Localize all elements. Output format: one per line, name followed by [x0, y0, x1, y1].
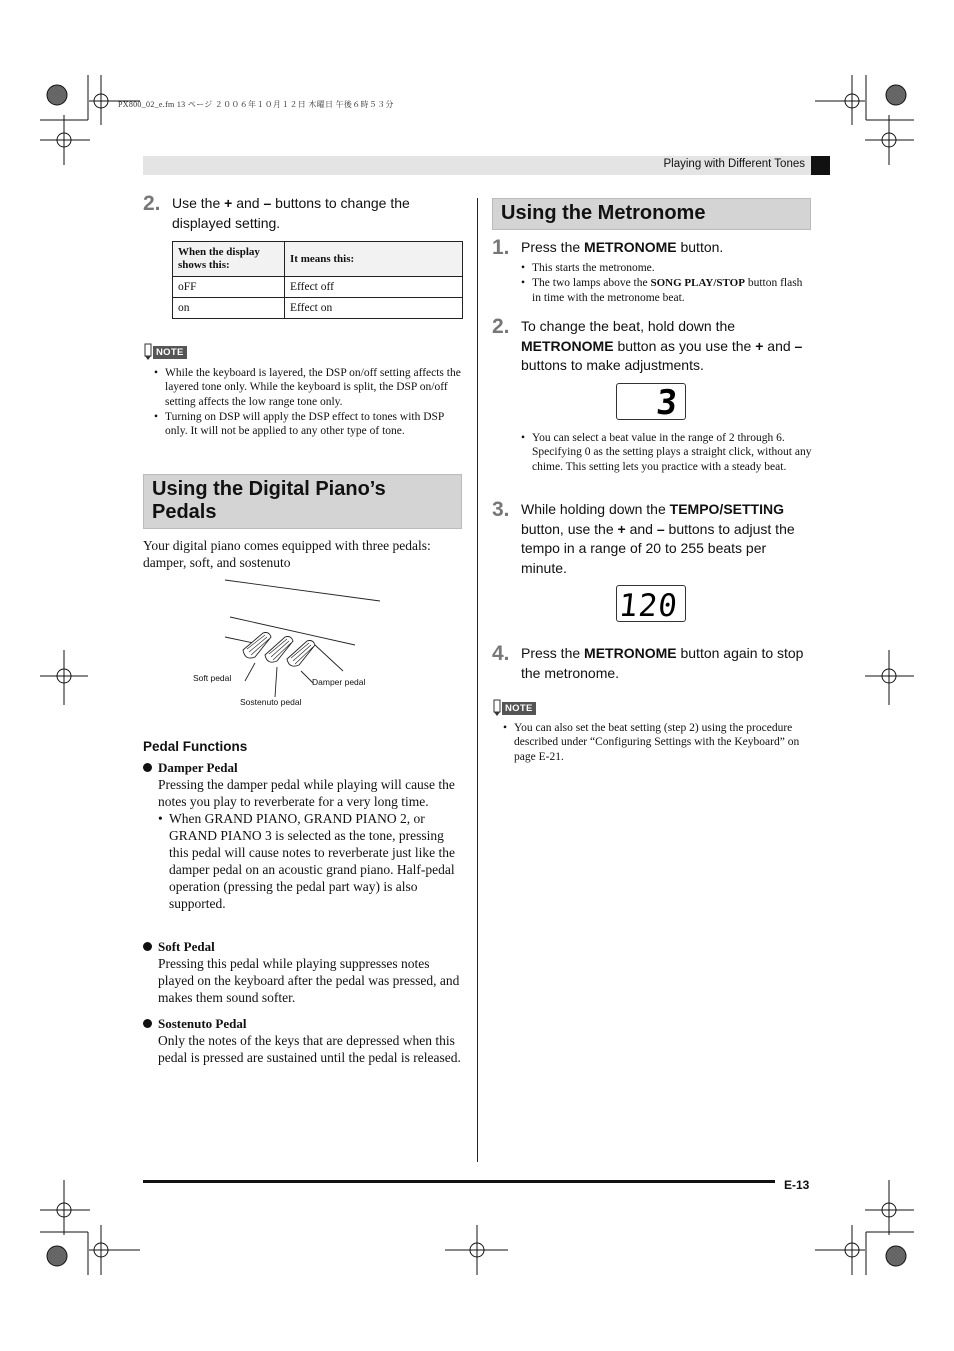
note-label: NOTE: [502, 702, 536, 715]
item-title: Soft Pedal: [158, 939, 215, 954]
footer-rule: [143, 1180, 775, 1183]
step-text: While holding down the TEMPO/SETTING button, use the + and – buttons to adjust the tempo in a range of 20 to 255 beats per minute.: [521, 501, 795, 576]
list-item: • You can also set the beat setting (step 2) using the procedure described under “Configuring Settings with the Keyboard” on page E-21.: [503, 721, 808, 764]
step-text: Use the + and – buttons to change the displayed setting.: [172, 195, 410, 231]
item-text: Only the notes of the keys that are depressed when this pedal is pressed are sustained until the pedal is released.: [158, 1033, 461, 1065]
step-text: Press the METRONOME button again to stop the metronome.: [521, 645, 804, 681]
item-title: Sostenuto Pedal: [158, 1016, 247, 1031]
lcd-value: 120: [617, 588, 680, 620]
pedal-illustration: [185, 575, 425, 715]
step-text: To change the beat, hold down the METRONOME button as you use the + and – buttons to make adjustments.: [521, 318, 803, 373]
section-heading-pedals: [143, 474, 462, 529]
step2-notes: [521, 431, 813, 475]
pedal-functions-title: Pedal Functions: [143, 739, 248, 754]
step-number: 1.: [492, 236, 510, 259]
soft-pedal-item: [143, 938, 461, 1006]
item-sub: • When GRAND PIANO, GRAND PIANO 2, or GRAND PIANO 3 is selected as the tone, pressing this pedal will cause notes to reverberate just like the damper pedal on an acoustic grand piano. Half-pedal operation (pressing the pedal part way) is also supported.: [158, 811, 456, 911]
note-list: [154, 366, 464, 439]
header-block: [811, 156, 830, 175]
heading-line: Using the Digital Piano’s: [152, 478, 386, 500]
list-item: • You can select a beat value in the range of 2 through 6. Specifying 0 as the setting plays a straight click, without any chime. This setting lets you practice with a steady beat.: [521, 431, 813, 474]
section-title: Playing with Different Tones: [663, 158, 805, 170]
section-heading-metronome: Using the Metronome: [492, 198, 811, 230]
item-title: Damper Pedal: [158, 760, 238, 775]
sostenuto-pedal-item: [143, 1015, 461, 1066]
note-list: [503, 721, 808, 765]
note-pencil-icon: [492, 699, 502, 717]
bullet-dot-icon: [143, 942, 152, 951]
step-number: 2.: [492, 315, 510, 338]
page-number: E-13: [784, 1178, 810, 1192]
table-cell: Effect off: [285, 277, 463, 298]
table-header: When the display shows this:: [173, 242, 285, 277]
step1-notes: [521, 261, 813, 306]
heading-line: Pedals: [152, 501, 217, 523]
step-number: 3.: [492, 498, 510, 521]
soft-pedal-label: Soft pedal: [193, 673, 232, 683]
sostenuto-pedal-label: Sostenuto pedal: [240, 697, 302, 707]
pedals-intro: Your digital piano comes equipped with three pedals: damper, soft, and sostenuto: [143, 538, 431, 570]
list-item: • While the keyboard is layered, the DSP on/off setting affects the layered tone only. While the keyboard is split, the DSP on/off setting affects the low range tone only.: [154, 366, 464, 409]
table-cell: on: [173, 298, 285, 319]
step-text: Press the METRONOME button.: [521, 239, 724, 255]
setting-table: [172, 241, 463, 319]
lcd-value: 3: [654, 384, 680, 418]
table-cell: oFF: [173, 277, 285, 298]
lcd-digits: [617, 586, 684, 620]
note-pencil-icon: [143, 343, 153, 361]
column-divider: [477, 198, 478, 1162]
item-text: Pressing this pedal while playing suppresses notes played on the keyboard after the pedal was pressed, and makes them sound softer.: [158, 956, 460, 1005]
list-item: • Turning on DSP will apply the DSP effect to tones with DSP only. It will not be applied to any other type of tone.: [154, 410, 464, 439]
note-label: NOTE: [153, 346, 187, 359]
list-item: • The two lamps above the SONG PLAY/STOP button flash in time with the metronome beat.: [521, 276, 813, 305]
item-text: Pressing the damper pedal while playing will cause the notes you play to reverberate for a very long time.: [158, 777, 455, 809]
bullet-dot-icon: [143, 763, 152, 772]
lcd-digit: [617, 384, 684, 418]
damper-pedal-item: [143, 759, 461, 912]
damper-pedal-label: Damper pedal: [312, 677, 366, 687]
lcd-display-beat: [616, 383, 686, 420]
table-row: [173, 298, 463, 319]
table-cell: Effect on: [285, 298, 463, 319]
table-header: It means this:: [285, 242, 463, 277]
file-info: PX800_02_e.fm 13 ページ ２００６年１０月１２日 木曜日 午後６時５３分: [118, 100, 394, 109]
step-number: 2.: [143, 192, 161, 215]
table-row: [173, 277, 463, 298]
note-badge: [143, 343, 187, 361]
lcd-display-tempo: [616, 585, 686, 622]
list-item: • This starts the metronome.: [521, 261, 813, 275]
note-badge: [492, 699, 536, 717]
bullet-dot-icon: [143, 1019, 152, 1028]
step-number: 4.: [492, 642, 510, 665]
